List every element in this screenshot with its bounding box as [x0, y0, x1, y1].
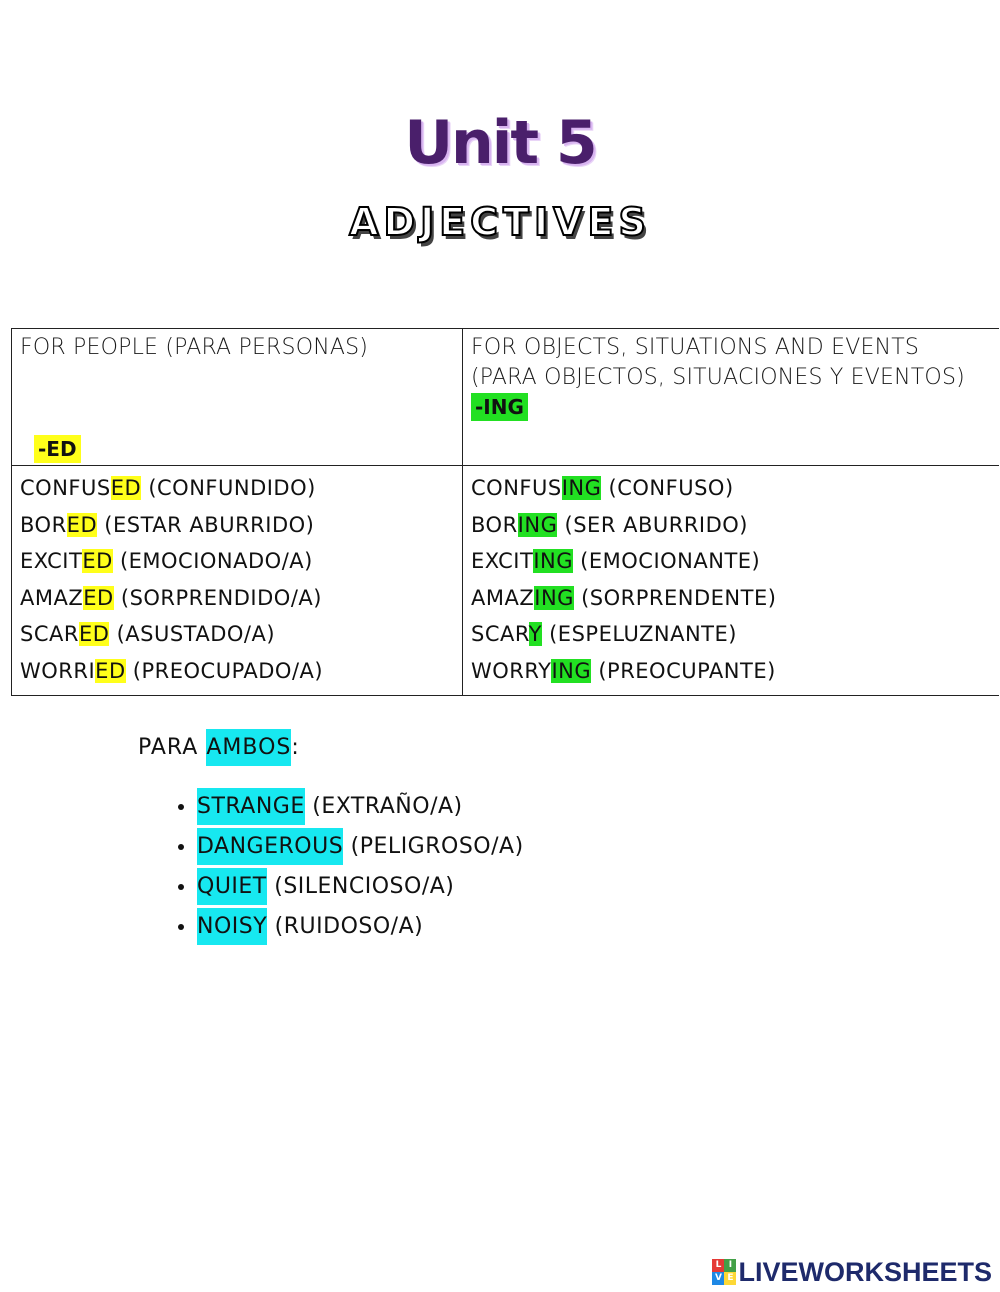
objects-adjective-row — [471, 470, 991, 507]
header-cell-people — [12, 329, 463, 466]
people-adjective-row — [20, 653, 454, 690]
both-adjective: DANGEROUS — [197, 828, 343, 865]
list-item — [197, 907, 524, 947]
objects-adjective-row — [471, 580, 991, 617]
table-body-row — [12, 466, 1000, 696]
adjective-translation: (CONFUNDIDO) — [141, 476, 316, 500]
ing-suffix: ING — [551, 658, 592, 683]
ed-suffix: ED — [66, 512, 98, 537]
liveworksheets-logo — [712, 1252, 992, 1292]
people-adjective-row — [20, 507, 454, 544]
ed-suffix: ED — [83, 585, 114, 610]
both-adjective: QUIET — [197, 868, 267, 905]
adjective-translation: (PREOCUPANTE) — [591, 658, 776, 683]
adjective-stem: EXCIT — [471, 549, 534, 573]
ing-suffix-tag: -ING — [471, 393, 528, 421]
logo-letter-i: I — [724, 1259, 736, 1272]
both-label — [138, 735, 300, 760]
list-item — [197, 827, 524, 867]
page-title: Unit 5 — [404, 108, 596, 178]
adjective-translation: (ESPELUZNANTE) — [541, 622, 737, 646]
ing-suffix: ING — [534, 585, 574, 610]
people-adjectives-cell — [12, 466, 463, 696]
adjective-stem: SCAR — [471, 622, 529, 646]
objects-adjective-row — [471, 543, 991, 580]
adjective-stem: AMAZ — [471, 585, 535, 610]
page-subtitle: ADJECTIVES — [349, 200, 651, 244]
adjective-stem: SCAR — [20, 622, 79, 646]
adjective-stem: BOR — [20, 512, 67, 537]
adjective-translation: (EMOCIONANTE) — [573, 549, 761, 573]
header-cell-objects — [463, 329, 1000, 466]
ing-suffix: Y — [528, 622, 542, 646]
adjective-stem: EXCIT — [20, 549, 83, 573]
both-translation: (SILENCIOSO/A) — [266, 874, 455, 899]
header-objects-text: FOR OBJECTS, SITUATIONS AND EVENTS (PARA OBJECTOS, SITUACIONES Y EVENTOS) — [471, 335, 965, 390]
people-adjective-row — [20, 470, 454, 507]
ing-suffix: ING — [517, 512, 558, 537]
both-adjective: NOISY — [197, 908, 267, 945]
people-adjective-row — [20, 543, 454, 580]
adjective-translation: (SORPRENDIDO/A) — [113, 585, 322, 610]
list-item — [197, 787, 524, 827]
both-label-highlight: AMBOS — [206, 729, 291, 766]
both-label-prefix: PARA — [138, 735, 207, 760]
adjective-stem: WORRI — [20, 658, 96, 683]
adjectives-table — [11, 328, 999, 696]
objects-adjectives-cell — [463, 466, 1000, 696]
people-adjective-row — [20, 616, 454, 653]
ing-suffix: ING — [561, 476, 602, 500]
adjective-translation: (SER ABURRIDO) — [557, 512, 749, 537]
list-item — [197, 867, 524, 907]
adjective-stem: BOR — [471, 512, 518, 537]
liveworksheets-brand: LIVEWORKSHEETS — [738, 1256, 992, 1287]
objects-adjective-row — [471, 653, 991, 690]
both-adjective: STRANGE — [197, 788, 305, 825]
logo-letter-v: V — [712, 1272, 724, 1285]
both-translation: (PELIGROSO/A) — [343, 834, 524, 859]
adjective-stem: CONFUS — [20, 476, 111, 500]
people-adjective-row — [20, 580, 454, 617]
adjective-translation: (PREOCUPADO/A) — [125, 658, 324, 683]
both-label-suffix: : — [291, 735, 300, 760]
adjective-translation: (ASUSTADO/A) — [109, 622, 276, 646]
both-list — [160, 787, 524, 947]
logo-letter-e: E — [724, 1272, 736, 1285]
ed-suffix: ED — [78, 622, 110, 646]
header-people-text: FOR PEOPLE (PARA PERSONAS) — [20, 335, 369, 360]
ing-suffix: ING — [533, 549, 573, 573]
adjective-translation: (ESTAR ABURRIDO) — [97, 512, 315, 537]
adjective-translation: (CONFUSO) — [601, 476, 734, 500]
both-translation: (RUIDOSO/A) — [267, 914, 424, 939]
objects-adjective-row — [471, 507, 991, 544]
adjective-translation: (EMOCIONADO/A) — [112, 549, 313, 573]
logo-letter-l: L — [712, 1259, 724, 1272]
adjective-translation: (SORPRENDENTE) — [573, 585, 777, 610]
adjective-stem: AMAZ — [20, 585, 84, 610]
both-translation: (EXTRAÑO/A) — [304, 794, 463, 819]
ed-suffix: ED — [82, 549, 113, 573]
table-header-row — [12, 329, 1000, 466]
ed-suffix: ED — [95, 658, 126, 683]
adjective-stem: WORRY — [471, 658, 552, 683]
ed-suffix-tag: -ED — [34, 435, 81, 463]
adjective-stem: CONFUS — [471, 476, 562, 500]
liveworksheets-logo-icon — [712, 1259, 736, 1285]
objects-adjective-row — [471, 616, 991, 653]
ed-suffix: ED — [110, 476, 142, 500]
